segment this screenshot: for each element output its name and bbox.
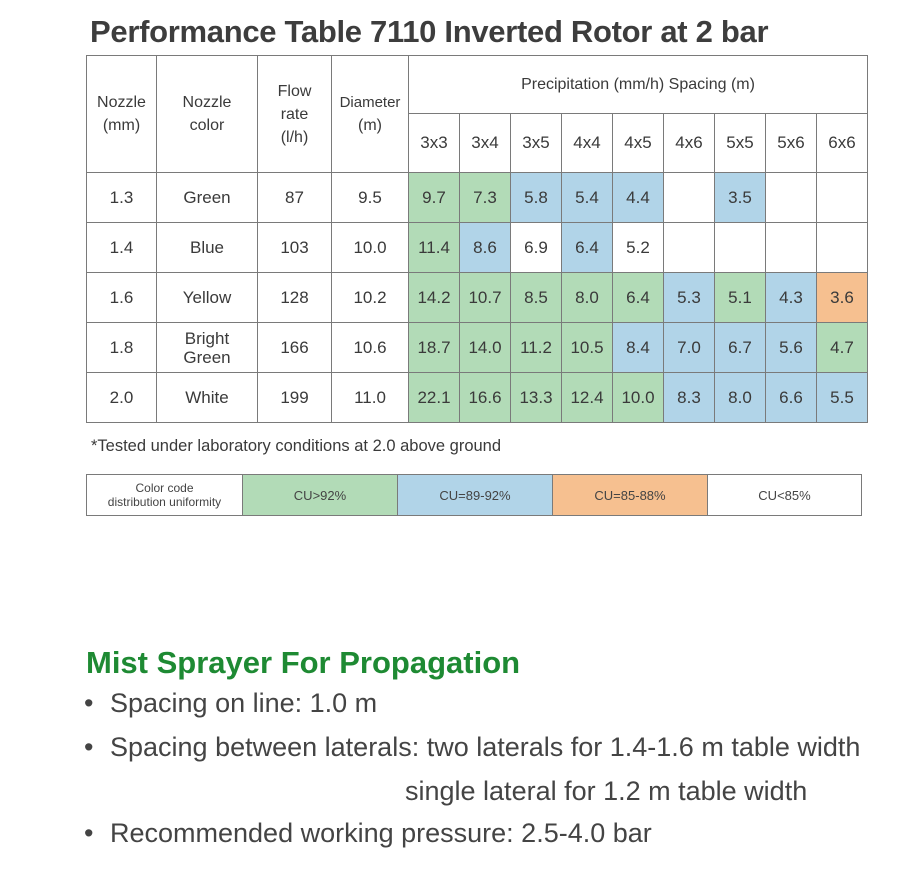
header-precipitation: Precipitation (mm/h) Spacing (m)	[409, 56, 868, 114]
precipitation-cell: 8.0	[562, 273, 613, 323]
legend-label: Color code distribution uniformity	[87, 475, 243, 516]
table-row	[87, 273, 868, 323]
nozzle-color-cell: Bright Green	[157, 323, 258, 373]
precipitation-cell	[817, 223, 868, 273]
diameter-cell: 10.0	[332, 223, 409, 273]
flow-rate-cell: 128	[258, 273, 332, 323]
nozzle-color-cell: White	[157, 373, 258, 423]
precipitation-cell: 5.6	[766, 323, 817, 373]
page-title: Performance Table 7110 Inverted Rotor at 2 bar	[90, 14, 769, 49]
precipitation-cell: 5.3	[664, 273, 715, 323]
precipitation-cell: 4.4	[613, 173, 664, 223]
precipitation-cell: 5.8	[511, 173, 562, 223]
section-title: Mist Sprayer For Propagation	[86, 645, 521, 680]
bullet-dot: •	[84, 818, 94, 848]
precipitation-cell: 16.6	[460, 373, 511, 423]
spacing-header: 4x6	[664, 114, 715, 173]
precipitation-cell: 8.4	[613, 323, 664, 373]
table-row	[87, 173, 868, 223]
legend-cu-over-92: CU>92%	[243, 475, 398, 516]
precipitation-cell: 6.4	[562, 223, 613, 273]
spacing-header: 5x5	[715, 114, 766, 173]
spacing-header: 5x6	[766, 114, 817, 173]
precipitation-cell	[766, 223, 817, 273]
nozzle-size-cell: 1.3	[87, 173, 157, 223]
precipitation-cell: 5.2	[613, 223, 664, 273]
header-diameter: Diameter (m)	[332, 56, 409, 173]
precipitation-cell: 22.1	[409, 373, 460, 423]
precipitation-cell: 4.3	[766, 273, 817, 323]
bullet-item: • Recommended working pressure: 2.5-4.0 bar	[84, 818, 652, 848]
header-nozzle-mm: Nozzle (mm)	[87, 56, 157, 173]
header-nozzle-color: Nozzle color	[157, 56, 258, 173]
precipitation-cell: 8.6	[460, 223, 511, 273]
bullet-dot: •	[84, 688, 94, 718]
precipitation-cell: 9.7	[409, 173, 460, 223]
spacing-header: 3x5	[511, 114, 562, 173]
precipitation-cell: 8.0	[715, 373, 766, 423]
spacing-header: 4x5	[613, 114, 664, 173]
nozzle-size-cell: 1.8	[87, 323, 157, 373]
precipitation-cell: 3.5	[715, 173, 766, 223]
bullet-item: • Spacing between laterals: two laterals for 1.4-1.6 m table width	[84, 732, 861, 762]
diameter-cell: 11.0	[332, 373, 409, 423]
diameter-cell: 10.6	[332, 323, 409, 373]
color-legend	[86, 474, 862, 516]
nozzle-size-cell: 2.0	[87, 373, 157, 423]
legend-cu-89-92: CU=89-92%	[398, 475, 553, 516]
nozzle-color-cell: Yellow	[157, 273, 258, 323]
spacing-header: 3x4	[460, 114, 511, 173]
precipitation-cell: 4.7	[817, 323, 868, 373]
nozzle-size-cell: 1.4	[87, 223, 157, 273]
nozzle-size-cell: 1.6	[87, 273, 157, 323]
precipitation-cell: 6.6	[766, 373, 817, 423]
precipitation-cell: 7.0	[664, 323, 715, 373]
precipitation-cell: 11.2	[511, 323, 562, 373]
flow-rate-cell: 199	[258, 373, 332, 423]
precipitation-cell: 6.4	[613, 273, 664, 323]
bullet-dot: •	[84, 732, 94, 762]
flow-rate-cell: 87	[258, 173, 332, 223]
nozzle-color-cell: Blue	[157, 223, 258, 273]
precipitation-cell	[766, 173, 817, 223]
precipitation-cell: 5.1	[715, 273, 766, 323]
bullet-continuation: single lateral for 1.2 m table width	[405, 776, 808, 806]
precipitation-cell: 8.5	[511, 273, 562, 323]
spacing-header: 3x3	[409, 114, 460, 173]
precipitation-cell: 10.5	[562, 323, 613, 373]
precipitation-cell: 14.0	[460, 323, 511, 373]
test-note: *Tested under laboratory conditions at 2.0 above ground	[91, 437, 502, 455]
precipitation-cell	[817, 173, 868, 223]
precipitation-cell: 10.7	[460, 273, 511, 323]
flow-rate-cell: 166	[258, 323, 332, 373]
legend-cu-85-88: CU=85-88%	[553, 475, 708, 516]
precipitation-cell: 18.7	[409, 323, 460, 373]
table-row	[87, 373, 868, 423]
table-row	[87, 323, 868, 373]
legend-cu-under-85: CU<85%	[708, 475, 862, 516]
precipitation-cell: 7.3	[460, 173, 511, 223]
precipitation-cell	[664, 173, 715, 223]
performance-table	[86, 55, 868, 423]
nozzle-color-cell: Green	[157, 173, 258, 223]
precipitation-cell	[664, 223, 715, 273]
precipitation-cell: 6.9	[511, 223, 562, 273]
precipitation-cell	[715, 223, 766, 273]
spacing-header: 4x4	[562, 114, 613, 173]
diameter-cell: 9.5	[332, 173, 409, 223]
table-row	[87, 223, 868, 273]
precipitation-cell: 14.2	[409, 273, 460, 323]
spacing-header: 6x6	[817, 114, 868, 173]
precipitation-cell: 10.0	[613, 373, 664, 423]
precipitation-cell: 13.3	[511, 373, 562, 423]
flow-rate-cell: 103	[258, 223, 332, 273]
header-row	[87, 56, 868, 114]
precipitation-cell: 6.7	[715, 323, 766, 373]
precipitation-cell: 5.5	[817, 373, 868, 423]
precipitation-cell: 11.4	[409, 223, 460, 273]
diameter-cell: 10.2	[332, 273, 409, 323]
precipitation-cell: 5.4	[562, 173, 613, 223]
precipitation-cell: 8.3	[664, 373, 715, 423]
bullet-item: • Spacing on line: 1.0 m	[84, 688, 378, 718]
header-flow-rate: Flow rate (l/h)	[258, 56, 332, 173]
precipitation-cell: 3.6	[817, 273, 868, 323]
precipitation-cell: 12.4	[562, 373, 613, 423]
